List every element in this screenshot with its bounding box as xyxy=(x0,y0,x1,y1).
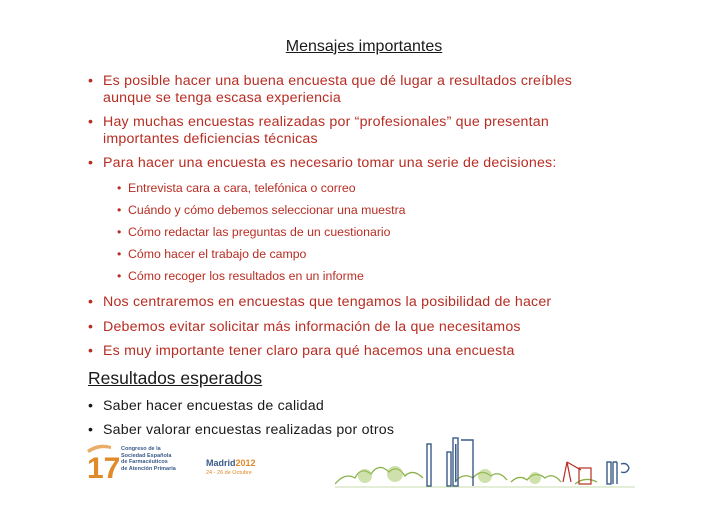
result-1-text: Saber hacer encuestas de calidad xyxy=(103,398,324,414)
sub-bullet-dot: • xyxy=(117,269,122,283)
bullet-2-line-2: importantes deficiencias técnicas xyxy=(103,131,318,147)
city-name: Madrid xyxy=(206,458,236,468)
sub-bullet-dot: • xyxy=(117,203,122,217)
bullet-4-text: Nos centraremos en encuestas que tengamos la posibilidad de hacer xyxy=(103,294,552,310)
bullet-6-text: Es muy importante tener claro para qué hacemos una encuesta xyxy=(103,343,515,359)
bullet-dot: • xyxy=(88,73,94,89)
sub-bullet-4-text: Cómo hacer el trabajo de campo xyxy=(128,247,307,261)
bullet-3-line-1: Para hacer una encuesta es necesario tomar una serie de decisiones: xyxy=(103,155,557,171)
congress-dates: 24 - 26 de Octubre xyxy=(206,470,252,476)
sub-bullet-dot: • xyxy=(117,247,122,261)
bullet-dot: • xyxy=(88,155,94,171)
result-2-text: Saber valorar encuestas realizadas por otros xyxy=(103,422,395,438)
bullet-5-text: Debemos evitar solicitar más información de la que necesitamos xyxy=(103,319,521,335)
year: 2012 xyxy=(235,458,256,468)
sub-bullet-5-text: Cómo recoger los resultados en un informe xyxy=(128,269,364,283)
congress-logo-17 xyxy=(85,432,125,492)
slide-title: Mensajes importantes xyxy=(285,38,443,55)
sub-bullet-1-text: Entrevista cara a cara, telefónica o correo xyxy=(128,181,356,195)
bullet-dot: • xyxy=(88,422,94,438)
madrid-skyline-illustration xyxy=(335,432,645,492)
bullet-dot: • xyxy=(88,398,94,414)
sub-bullet-dot: • xyxy=(117,225,122,239)
bullet-dot: • xyxy=(88,343,94,359)
sub-bullet-dot: • xyxy=(117,181,122,195)
bullet-dot: • xyxy=(88,294,94,310)
bullet-1-line-2: aunque se tenga escasa experiencia xyxy=(103,90,341,106)
congress-number: 17 xyxy=(87,452,121,485)
congress-text: Congreso de la Sociedad Española de Farmacéuticos de Atención Primaria xyxy=(121,446,176,472)
bullet-dot: • xyxy=(88,114,94,130)
results-heading: Resultados esperados xyxy=(88,368,263,388)
bullet-1-line-1: Es posible hacer una buena encuesta que dé lugar a resultados creíbles xyxy=(103,73,573,89)
bullet-dot: • xyxy=(88,319,94,335)
madrid-logo xyxy=(206,458,256,468)
sub-bullet-2-text: Cuándo y cómo debemos seleccionar una muestra xyxy=(128,203,406,217)
footer-banner xyxy=(85,432,645,492)
bullet-2-line-1: Hay muchas encuestas realizadas por “profesionales” que presentan xyxy=(103,114,549,130)
sub-bullet-3-text: Cómo redactar las preguntas de un cuestionario xyxy=(128,225,391,239)
